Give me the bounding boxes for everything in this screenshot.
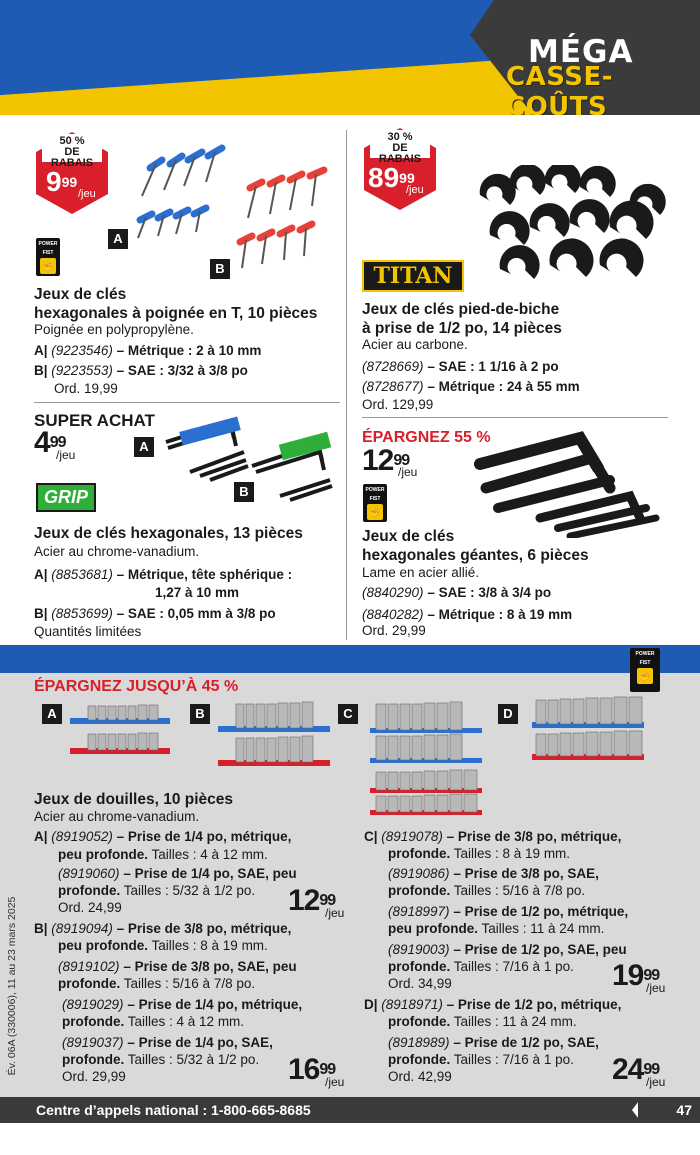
variant-spec: – SAE : 1 1/16 à 2 po bbox=[423, 359, 559, 374]
title-line2: hexagonales géantes, 6 pièces bbox=[362, 547, 589, 564]
variant-letter: A| bbox=[34, 567, 48, 582]
power-fist-logo bbox=[36, 238, 60, 276]
variant-spec: – Prise de 1/4 po, métrique, bbox=[112, 829, 292, 844]
product-title bbox=[34, 285, 344, 323]
titan-logo: TITAN bbox=[362, 260, 464, 292]
column-divider bbox=[346, 130, 347, 640]
sku: (8918989) bbox=[388, 1035, 450, 1050]
price-unit: /jeu bbox=[56, 448, 76, 462]
variant-line bbox=[362, 378, 682, 396]
row-divider-right bbox=[362, 417, 668, 418]
title-line1: Jeux de clés bbox=[34, 286, 127, 303]
sku: (8919094) bbox=[51, 921, 113, 936]
variant-spec: peu profonde. bbox=[58, 938, 148, 953]
price-cents: 99 bbox=[643, 1061, 660, 1078]
original-price: Ord. 42,99 bbox=[388, 1069, 452, 1084]
original-price: Ord. 29,99 bbox=[62, 1069, 126, 1084]
variant-spec: – Prise de 1/2 po, métrique, bbox=[442, 997, 622, 1012]
sku: (8919037) bbox=[62, 1035, 124, 1050]
variant-spec: – Prise de 3/8 po, métrique, bbox=[442, 829, 622, 844]
variant-line bbox=[62, 996, 362, 1014]
product-desc: Acier au chrome-vanadium. bbox=[34, 544, 200, 559]
header-banner bbox=[0, 0, 700, 115]
variant-spec: profonde. bbox=[58, 976, 121, 991]
variant-spec: – Prise de 1/4 po, métrique, bbox=[123, 997, 303, 1012]
variant-spec: profonde. bbox=[388, 1052, 451, 1067]
price-unit: /jeu bbox=[646, 981, 666, 995]
socket-set-a-image bbox=[66, 700, 176, 760]
sku: (8918997) bbox=[388, 904, 450, 919]
variant-line bbox=[362, 584, 682, 602]
original-price: Ord. 34,99 bbox=[388, 976, 452, 991]
variant-letter: A| bbox=[34, 829, 48, 844]
badge-price bbox=[46, 168, 77, 196]
variant-line bbox=[362, 358, 682, 376]
sku: (8919102) bbox=[58, 959, 120, 974]
original-price: Ord. 24,99 bbox=[58, 900, 122, 915]
header-title: MÉGA bbox=[528, 34, 634, 70]
call-center-phone: Centre d’appels national : 1-800-665-8685 bbox=[36, 1102, 311, 1118]
product-desc: Acier au carbone. bbox=[362, 337, 468, 352]
sizes: Tailles : 4 à 12 mm. bbox=[151, 847, 268, 862]
fist-icon: ✊ bbox=[367, 504, 383, 520]
price-unit: /jeu bbox=[406, 184, 424, 196]
variant-spec: peu profonde. bbox=[388, 921, 478, 936]
brand-line1: POWER bbox=[365, 487, 385, 493]
socket-set-c-image bbox=[366, 700, 486, 818]
sku: (8853681) bbox=[51, 567, 113, 582]
variant-label-c: C bbox=[338, 704, 358, 724]
badge-percent: 30 % bbox=[387, 131, 413, 143]
price-main: 4 bbox=[34, 426, 50, 459]
variant-spec: peu profonde. bbox=[58, 847, 148, 862]
sizes: Tailles : 4 à 12 mm. bbox=[127, 1014, 245, 1029]
header-subtitle: CASSE-COÛTS bbox=[506, 62, 614, 115]
variant-line bbox=[34, 605, 344, 623]
variant-spec: – SAE : 3/32 à 3/8 po bbox=[112, 363, 248, 378]
row-divider-left bbox=[34, 402, 340, 403]
price-cents: 99 bbox=[319, 892, 336, 909]
sizes: Tailles : 5/16 à 7/8 po. bbox=[123, 976, 256, 991]
variant-spec: profonde. bbox=[388, 959, 451, 974]
variant-line-cont bbox=[388, 882, 688, 900]
variant-spec: profonde. bbox=[388, 846, 451, 861]
variant-label-d: D bbox=[498, 704, 518, 724]
original-price: Ord. 19,99 bbox=[54, 381, 118, 396]
variant-line-cont bbox=[388, 920, 688, 938]
sku: (9223546) bbox=[51, 343, 113, 358]
variant-spec: – Métrique : 2 à 10 mm bbox=[112, 343, 262, 358]
variant-spec: – Prise de 3/8 po, SAE, peu bbox=[119, 959, 297, 974]
variant-line bbox=[364, 996, 684, 1014]
variant-line-cont bbox=[388, 845, 688, 863]
variant-spec: – Métrique, tête sphérique : bbox=[112, 567, 293, 582]
variant-label-b: B bbox=[190, 704, 210, 724]
price-main: 12 bbox=[288, 884, 320, 917]
sku: (9223553) bbox=[51, 363, 113, 378]
variant-letter: B| bbox=[34, 363, 48, 378]
promo-label: ÉPARGNEZ 55 % bbox=[362, 429, 491, 446]
brand-line2: FIST bbox=[639, 660, 651, 666]
sku: (8919003) bbox=[388, 942, 450, 957]
section-bar bbox=[0, 645, 700, 673]
variant-spec: – Prise de 1/2 po, métrique, bbox=[449, 904, 629, 919]
price-cents: 99 bbox=[399, 170, 415, 186]
fist-icon: ✊ bbox=[637, 668, 653, 684]
variant-line bbox=[34, 342, 344, 360]
variant-spec: – Prise de 3/8 po, métrique, bbox=[112, 921, 292, 936]
grip-logo bbox=[36, 483, 130, 515]
variant-letter: B| bbox=[34, 606, 48, 621]
sizes: Tailles : 11 à 24 mm. bbox=[481, 921, 605, 936]
price-cents: 99 bbox=[643, 967, 660, 984]
sku: (8840282) bbox=[362, 607, 424, 622]
sizes: Tailles : 5/32 à 1/2 po. bbox=[123, 883, 256, 898]
fist-icon: ✊ bbox=[40, 258, 56, 274]
price-main: 24 bbox=[612, 1053, 644, 1086]
variant-spec: profonde. bbox=[62, 1014, 125, 1029]
variant-spec: 1,27 à 10 mm bbox=[155, 585, 240, 600]
variant-spec: – SAE : 0,05 mm à 3/8 po bbox=[112, 606, 276, 621]
title-line2: à prise de 1/2 po, 14 pièces bbox=[362, 320, 562, 337]
availability-note: Quantités limitées bbox=[34, 624, 142, 639]
variant-spec: – Prise de 1/4 po, SAE, peu bbox=[119, 866, 297, 881]
discount-badge bbox=[34, 130, 110, 216]
variant-line bbox=[388, 865, 688, 883]
price-unit: /jeu bbox=[78, 188, 96, 200]
price-main: 16 bbox=[288, 1053, 320, 1086]
variant-line bbox=[62, 1034, 362, 1052]
socket-set-d-image bbox=[528, 694, 648, 764]
power-fist-logo bbox=[630, 648, 660, 692]
brand-line1: POWER bbox=[635, 651, 655, 657]
sku: (8919052) bbox=[51, 829, 113, 844]
variant-line-cont bbox=[58, 937, 358, 955]
badge-label: DE RABAIS bbox=[378, 142, 422, 165]
product-desc: Poignée en polypropylène. bbox=[34, 322, 194, 337]
sizes: Tailles : 5/32 à 1/2 po. bbox=[127, 1052, 260, 1067]
variant-label-b: B bbox=[210, 259, 230, 279]
variant-line-cont bbox=[58, 846, 358, 864]
product-title bbox=[362, 300, 682, 338]
variant-line-cont bbox=[388, 1013, 688, 1031]
variant-spec: – Métrique : 8 à 19 mm bbox=[423, 607, 573, 622]
giant-hex-keys-image bbox=[470, 428, 670, 538]
sku: (8728669) bbox=[362, 359, 424, 374]
variant-line bbox=[34, 566, 344, 584]
badge-percent: 50 % bbox=[59, 135, 85, 147]
grip-logo-text: GRIP bbox=[36, 483, 96, 512]
hex-keys-image bbox=[160, 412, 340, 512]
title-line2: hexagonales à poignée en T, 10 pièces bbox=[34, 305, 318, 322]
sku: (8728677) bbox=[362, 379, 424, 394]
price-unit: /jeu bbox=[646, 1075, 666, 1089]
product-title: Jeux de douilles, 10 pièces bbox=[34, 791, 234, 808]
variant-line bbox=[34, 920, 354, 938]
sizes: Tailles : 5/16 à 7/8 po. bbox=[453, 883, 586, 898]
sku: (8919029) bbox=[62, 997, 124, 1012]
badge-label: DE RABAIS bbox=[50, 146, 94, 169]
variant-line bbox=[58, 958, 358, 976]
variant-line bbox=[388, 1034, 688, 1052]
sku: (8919060) bbox=[58, 866, 120, 881]
brand-line2: FIST bbox=[42, 250, 54, 256]
variant-spec: profonde. bbox=[58, 883, 121, 898]
t-handle-hex-keys-image bbox=[130, 138, 340, 278]
original-price: Ord. 29,99 bbox=[362, 623, 426, 638]
variant-spec: – Métrique : 24 à 55 mm bbox=[423, 379, 580, 394]
footer-bar bbox=[0, 1097, 700, 1123]
brand-line2: FIST bbox=[369, 496, 381, 502]
original-price: Ord. 129,99 bbox=[362, 397, 434, 412]
product-desc: Lame en acier allié. bbox=[362, 565, 480, 580]
variant-spec: – SAE : 3/8 à 3/4 po bbox=[423, 585, 552, 600]
variant-letter: B| bbox=[34, 921, 48, 936]
sku: (8919078) bbox=[381, 829, 443, 844]
variant-label-a: A bbox=[42, 704, 62, 724]
variant-line bbox=[388, 903, 688, 921]
variant-line bbox=[34, 362, 344, 380]
variant-label-a: A bbox=[108, 229, 128, 249]
socket-set-b-image bbox=[214, 700, 334, 768]
product-title: Jeux de clés hexagonales, 13 pièces bbox=[34, 525, 303, 542]
variant-spec: – Prise de 1/2 po, SAE, peu bbox=[449, 942, 627, 957]
price-main: 12 bbox=[362, 444, 394, 477]
variant-line-cont bbox=[155, 584, 239, 602]
sku: (8919086) bbox=[388, 866, 450, 881]
price-cents: 99 bbox=[61, 174, 78, 190]
variant-line bbox=[388, 941, 688, 959]
variant-label-a: A bbox=[134, 437, 154, 457]
variant-label-b: B bbox=[234, 482, 254, 502]
price-main: 19 bbox=[612, 959, 644, 992]
variant-spec: profonde. bbox=[62, 1052, 125, 1067]
sizes: Tailles : 11 à 24 mm. bbox=[453, 1014, 577, 1029]
variant-spec: profonde. bbox=[388, 1014, 451, 1029]
variant-spec: profonde. bbox=[388, 883, 451, 898]
sku: (8918971) bbox=[381, 997, 443, 1012]
price-unit: /jeu bbox=[398, 465, 418, 479]
promo-label: ÉPARGNEZ JUSQU’À 45 % bbox=[34, 678, 239, 695]
sizes: Tailles : 7/16 à 1 po. bbox=[453, 1052, 574, 1067]
edition-note: Év. 06A (330006), 11 au 23 mars 2025 bbox=[6, 896, 18, 1076]
variant-spec: – Prise de 3/8 po, SAE, bbox=[449, 866, 599, 881]
variant-line bbox=[34, 828, 354, 846]
price-unit: /jeu bbox=[325, 1075, 345, 1089]
variant-line bbox=[364, 828, 684, 846]
price-cents: 99 bbox=[393, 452, 410, 469]
price-cents: 99 bbox=[319, 1061, 336, 1078]
variant-line-cont bbox=[62, 1013, 362, 1031]
power-fist-logo bbox=[363, 484, 387, 522]
page-number: 47 bbox=[638, 1097, 700, 1123]
promo-label: SUPER ACHAT bbox=[34, 411, 155, 430]
variant-letter: C| bbox=[364, 829, 378, 844]
crowfoot-wrenches-image bbox=[470, 165, 670, 285]
product-title bbox=[362, 527, 682, 565]
variant-line bbox=[58, 865, 358, 883]
price-main: 9 bbox=[46, 166, 62, 197]
sku: (8853699) bbox=[51, 606, 113, 621]
discount-badge bbox=[362, 126, 438, 212]
price-cents: 99 bbox=[49, 434, 66, 451]
variant-line-cont bbox=[58, 975, 358, 993]
title-line1: Jeux de clés bbox=[362, 528, 455, 545]
sizes: Tailles : 7/16 à 1 po. bbox=[453, 959, 574, 974]
price-unit: /jeu bbox=[325, 906, 345, 920]
brand-line1: POWER bbox=[38, 241, 58, 247]
variant-letter: D| bbox=[364, 997, 378, 1012]
sku: (8840290) bbox=[362, 585, 424, 600]
variant-letter: A| bbox=[34, 343, 48, 358]
variant-spec: – Prise de 1/2 po, SAE, bbox=[449, 1035, 599, 1050]
product-desc: Acier au chrome-vanadium. bbox=[34, 809, 200, 824]
price-main: 89 bbox=[368, 162, 400, 193]
title-line1: Jeux de clés pied-de-biche bbox=[362, 301, 560, 318]
sizes: Tailles : 8 à 19 mm. bbox=[453, 846, 571, 861]
variant-spec: – Prise de 1/4 po, SAE, bbox=[123, 1035, 273, 1050]
sizes: Tailles : 8 à 19 mm. bbox=[151, 938, 268, 953]
